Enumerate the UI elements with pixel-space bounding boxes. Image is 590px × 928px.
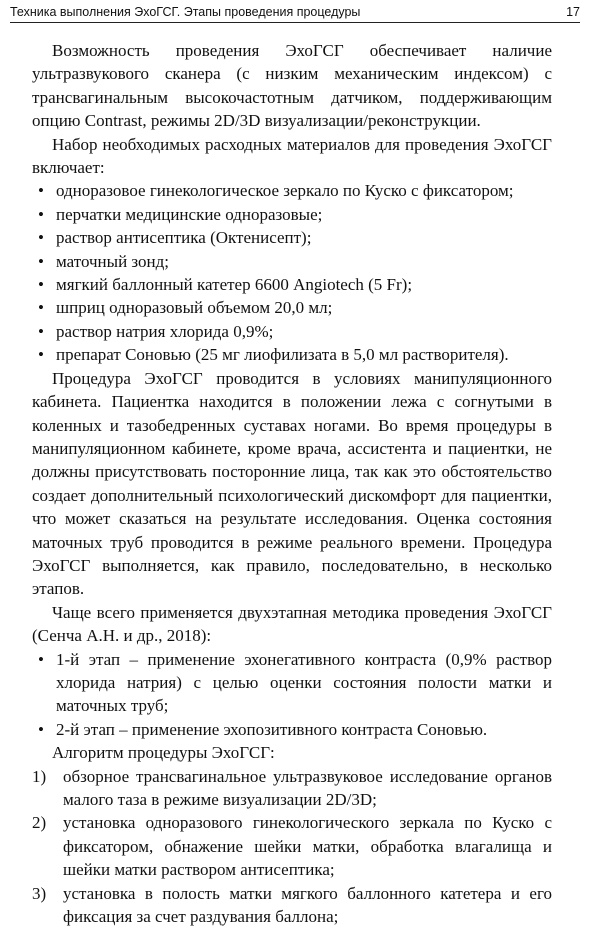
bullet-marker: •: [38, 345, 44, 365]
paragraph-materials-intro: Набор необходимых расходных материалов для проведения ЭхоГСГ включает:: [32, 134, 552, 178]
bullet-marker: •: [38, 321, 44, 341]
list-item: 1) обзорное трансвагинальное ультразвуковое исследование органов малого таза в режиме визуализации 2D/3D;: [32, 765, 552, 812]
step-number: 2): [32, 813, 47, 833]
paragraph-procedure: Процедура ЭхоГСГ проводится в условиях манипуляционного кабинета. Пациентка находится в положении лежа с согнутыми в коленных и тазобедренных суставах ногами. Во время процедуры в манипуляционном кабинете, кроме врача, ассистента и пациентки, не должны присутствовать посторонние лица, так как это обстоятельство создает дополнительный психологический дискомфорт для пациентки, что может сказаться на результате исследования. Оценка состояния маточных труб проводится в режиме реального времени. Процедура ЭхоГСГ выполняется, как правило, последовательно, в несколько этапов.: [32, 368, 552, 599]
list-item: • перчатки медицинские одноразовые;: [32, 203, 552, 226]
list-item: • маточный зонд;: [32, 250, 552, 273]
bullet-marker: •: [38, 251, 44, 271]
list-item: • раствор натрия хлорида 0,9%;: [32, 320, 552, 343]
paragraph-scanner: Возможность проведения ЭхоГСГ обеспечивает наличие ультразвукового сканера (с низким механическим индексом) с трансвагинальным высокочастотным датчиком, поддерживающим опцию Contrast, режимы 2D/3D визуализации/реконструкции.: [32, 41, 552, 131]
header-rule: [10, 22, 580, 23]
page-number: 17: [566, 5, 580, 19]
list-item: • шприц одноразовый объемом 20,0 мл;: [32, 296, 552, 319]
step-number: 3): [32, 883, 47, 903]
list-item: • 1-й этап – применение эхонегативного контраста (0,9% раствор хлорида натрия) с целью оценки состояния полости матки и маточных труб;: [32, 648, 552, 718]
bullet-marker: •: [38, 228, 44, 248]
list-item: • мягкий баллонный катетер 6600 Angiotech (5 Fr);: [32, 273, 552, 296]
bullet-marker: •: [38, 204, 44, 224]
algorithm-list: [32, 765, 552, 928]
list-item: • 2-й этап – применение эхопозитивного контраста Соновью.: [32, 718, 552, 741]
running-header: [10, 3, 580, 21]
list-item: 3) установка в полость матки мягкого баллонного катетера и его фиксация за счет раздувания баллона;: [32, 882, 552, 928]
bullet-marker: •: [38, 719, 44, 739]
list-item: • одноразовое гинекологическое зеркало по Куско с фиксатором;: [32, 179, 552, 202]
bullet-marker: •: [38, 181, 44, 201]
paragraph-algorithm-intro: Алгоритм процедуры ЭхоГСГ:: [52, 743, 275, 763]
bullet-marker: •: [38, 275, 44, 295]
running-title: Техника выполнения ЭхоГСГ. Этапы проведения процедуры: [10, 5, 361, 19]
list-item: • раствор антисептика (Октенисепт);: [32, 226, 552, 249]
bullet-marker: •: [38, 649, 44, 669]
paragraph-method: Чаще всего применяется двухэтапная методика проведения ЭхоГСГ (Сенча А.Н. и др., 2018):: [32, 602, 552, 646]
page-body: [32, 39, 552, 928]
bullet-marker: •: [38, 298, 44, 318]
list-item: 2) установка одноразового гинекологического зеркала по Куско с фиксатором, обнажение шейки матки, обработка влагалища и шейки матки раствором антисептика;: [32, 811, 552, 881]
materials-list: [32, 179, 552, 366]
step-number: 1): [32, 766, 47, 786]
list-item: • препарат Соновью (25 мг лиофилизата в 5,0 мл растворителя).: [32, 343, 552, 366]
stages-list: [32, 648, 552, 742]
